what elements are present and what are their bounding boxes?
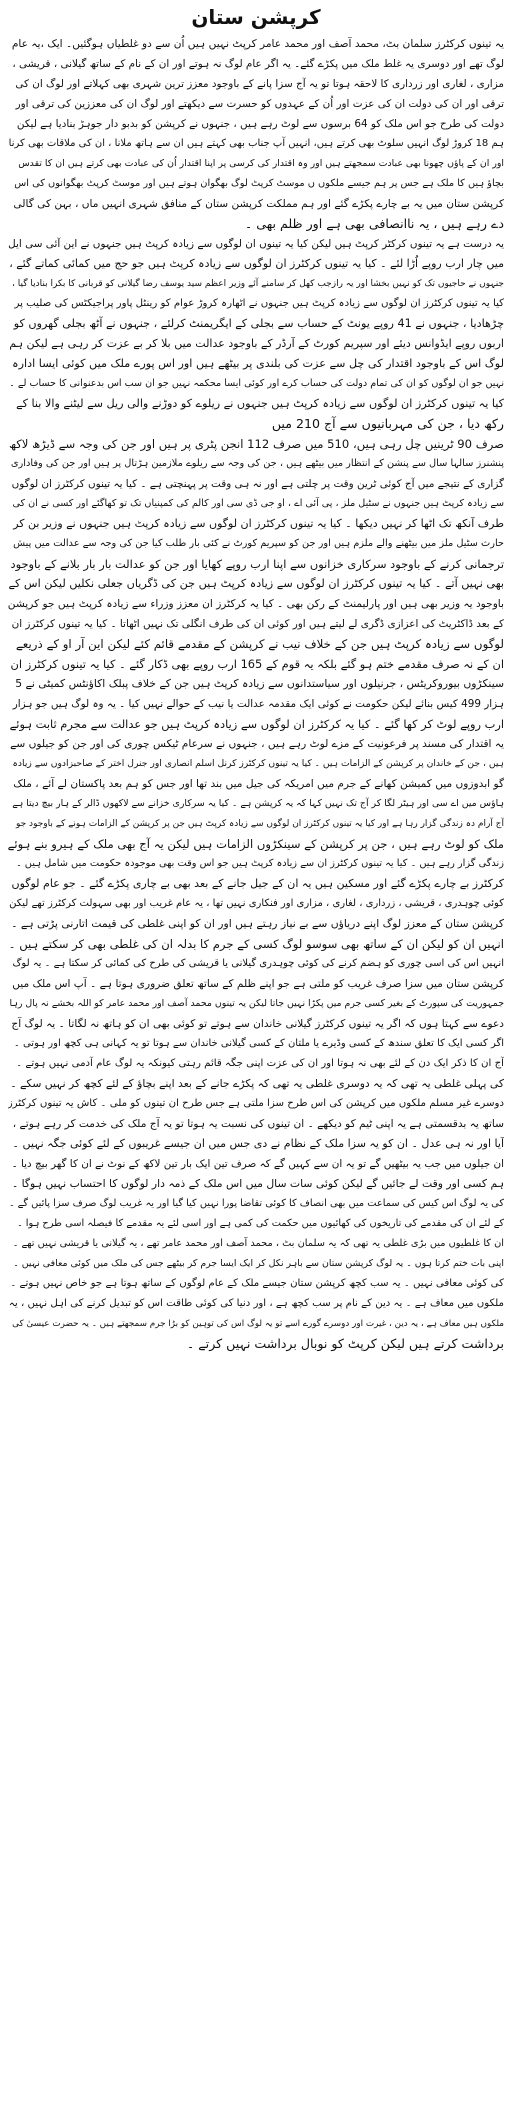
article-line: سینکڑوں بیوروکریٹس ، جرنیلوں اور سیاستدانوں سے زیادہ کرپٹ ہیں جن کے خلاف پبلک اکاؤنٹس کمیٹی نے 5 (15, 677, 504, 690)
article-line: دوسرے غیر مسلم ملکوں میں کرپشن کی اس طرح سزا ملتی ہے جس طرح ان تینوں کو ملی ۔ کاش یہ تینوں کرکٹرز (8, 1098, 504, 1109)
article-line: کرپشن ستان کے معزز لوگ اپنے دریاؤں سے بے نیاز رہتے ہیں اور ان کو اپنی غلطی کی قیمت اتارنی پڑتی ہے ۔ (11, 917, 504, 930)
article-line: جنہوں نے حاجیوں تک کو نہیں بخشا اور یہ رازجب کھل کر سامنے آئے وزیر اعظم سید یوسف رضا گیلانی کو قربانی کا بکرا بنادیا گیا ، (12, 279, 504, 289)
article-line: طرف آنکھ تک اٹھا کر نہیں دیکھا ۔ کیا یہ تینوں کرکٹرز ان لوگوں سے زیادہ کرپٹ ہیں جنہوں نے وزیر بن کر (13, 517, 504, 530)
article-line: باوجود یہ وزیر بھی ہیں اور پارلیمنٹ کے رکن بھی ۔ کیا یہ کرکٹرز ان معزز وزراء سے زیادہ کرپٹ ہیں جو کرپشن (8, 598, 504, 610)
article-line: ملکوں ہیں معاف ہے ، یہ دین ، غیرت اور دوسرے گورے اسے تو یہ لوگ اس کی توہین کو بڑا جرم سمجھتے ہیں ۔ یہ حضرت عیسیٰ کی (12, 1319, 504, 1329)
article-line: دعوے سے کہتا ہوں کہ اگر یہ تینوں کرکٹرز گیلانی خاندان سے ہوتے تو کوئی بھی ان کو ہاتھ نہ لگاتا ۔ یہ لوگ آج (11, 1018, 504, 1030)
article-line: یہ تینوں کرکٹرز سلمان بٹ، محمد آصف اور محمد عامر کرپٹ نہیں ہیں اُن سے دو غلطیاں ہوگئیں۔ ایک ،یہ عام (11, 38, 504, 50)
article-line: ہزار 499 کیس بنائے لیکن حکومت نے کوئی ایک مقدمہ عدالت یا نیب کے حوالے نہیں کیا ۔ یہ وہ لوگ ہیں جو ہزار (12, 698, 504, 710)
article-line: ترقی اور ان کی دولت ان کی عزت اور اُن کے عہدوں کو حسرت سے دیکھتے اور لوگ ان کی معززین کی ترقی اور (15, 98, 504, 110)
article-line: ترجمانی کرنے کے باوجود سرکاری خزانوں سے اپنا ارب روپے کھایا اور جن کو عدالت بار بار بلانے کے باوجود (10, 557, 504, 571)
article-body (8, 34, 504, 1354)
article-line: چڑھادیا ، جنہوں نے 41 روپے یونٹ کے حساب سے بجلی کے ایگریمنٹ کرلئے ، جنہوں نے آٹھ بجلی گھروں کو (13, 317, 504, 330)
article-line: ان کے نہ صرف مقدمے ختم ہو گئے بلکہ یہ قوم کے 165 ارب روپے بھی ڈکار گئے ۔ کیا یہ تینوں کرکٹرز ان (10, 657, 504, 671)
article-line: کرپشن ستان میں سزا صرف غریب کو ملتی ہے جو اپنے ظلم کے ساتھ تعلق ضروری ہوتا ہے ۔ آپ اس ملک میں (12, 978, 504, 990)
article-line: کیا یہ تینوں کرکٹرز ان لوگوں سے زیادہ کرپٹ ہیں جنہوں نے اٹھارہ کروڑ عوام کو رینٹل پاور پراجیکٹس کی صلیب پر (14, 298, 504, 309)
article-line: کرکٹرز بے چارے پکڑے گئے اور مسکین ہیں یہ ان کے جیل جانے کے بعد بھی بے چاری پکڑے گئے ۔ جو عام لوگوں (11, 877, 504, 890)
article-line: ہم کسی اور وقت لے جائیں گے لیکن کوئی سات سال میں اس ملک کے ذمہ دار لوگوں کا احتساب نہیں ہوگا ۔ (11, 1177, 504, 1190)
article-line: نہیں جو ان لوگوں کو ان کی تمام دولت کی حساب کرے اور کوئی ایسا محکمہ نہیں جو ان سب اس بدعنوانی کا حساب لے ۔ (9, 378, 504, 389)
article-line: لوگ تھے اور دوسری یہ غلط ملک میں پکڑے گئے۔ یہ اگر عام لوگ نہ ہوتے اور ان کے نام کے ساتھ گیلانی ، قریشی ، (12, 58, 504, 70)
article-line: ملکوں میں معاف ہے ۔ یہ دین کے نام پر سب کچھ ہے ، اور دنیا کی کوئی طاقت اس کو تبدیل کرنے کی اہل نہیں ، یہ (8, 1298, 504, 1309)
article-line: یہ اقتدار کی مسند پر فرعونیت کے مزے لوٹ رہے ہیں ، جنہوں نے سرعام ٹیکس چوری کی اور جن کو جیلوں سے (10, 738, 504, 750)
article-line: کی یہ لوگ اس کیس کی سماعت میں بھی انصاف کا کوئی تقاضا پورا نہیں کیا گیا اور یہ غریب لوگ صرف سزا پائیں گے ۔ (8, 1198, 504, 1209)
article-line: بھی نہیں آتے ۔ کیا یہ تینوں کرکٹرز ان لوگوں سے زیادہ کرپٹ ہیں جن کی ڈگریاں جعلی نکلیں لیکن اس کے (8, 577, 504, 590)
article-line: ساتھ یہ بدقسمتی ہے یہ اپنی ٹیم کو دیکھے ۔ ان تینوں کی نسبت یہ ہوتا تو یہ آج ملک کی خدمت کر رہے ہوتے ، (12, 1118, 504, 1130)
article-line: حارث سٹیل ملز میں بیٹھنے والے ملزم ہیں اور جن کو سپریم کورٹ نے کئی بار طلب کیا جن کی وجہ سے عدالت میں پیش (13, 538, 504, 549)
article-line: ارب روپے لوٹ کر کھا گئے ۔ کیا یہ کرکٹرز ان لوگوں سے زیادہ کرپٹ ہیں جو عدالت سے مجرم ثابت ہوئے (9, 717, 504, 731)
article-line: اگر کسی ایک کا تعلق سندھ کے کسی وڈیرے یا ملتان کے کسی گیلانی خاندان سے ہوتا تو یہ کہانی ہی کچھ اور ہوتی ۔ (13, 1038, 504, 1049)
article-paragraph (8, 234, 504, 394)
article-line: لوگوں سے زیادہ کرپٹ ہیں جن کے خلاف نیب نے کرپشن کے مقدمے قائم کئے لیکن این آر او کے ذریعے (15, 637, 504, 651)
article-line: انہیں ان کو لیکن ان کے ساتھ بھی سوسو لوگ کسی کے جرم کا بدلہ ان کی غلطی بھی کر سکتے ہیں ۔ (8, 937, 504, 951)
article-line: ہم 18 کروڑ لوگ انہیں سلوٹ بھی کرتے ہیں، انہیں آپ جناب بھی کہتے ہیں ان سے ہاتھ ملانا ، ان کی ملاقات بھی کرنا (8, 138, 504, 149)
article-line: ہاؤس میں اے سی اور ہیٹر لگا کر آج تک نہیں کہا کہ یہ کرپشن ہے ۔ کیا یہ سرکاری خزانے سے لاکھوں ڈالر کے ہار بیچ دیتا ہے (12, 798, 504, 809)
article-line: گزاری کے نتیجے میں آج کوئی ٹرین وقت پر چلتی ہے اور نہ ہی وقت پر پہنچتی ہے ۔ کیا یہ تینوں کرکٹرز ان لوگوں (11, 478, 504, 490)
article-line: بچاؤ ہیں کا ملک ہے جس پر ہم جیسے ملکوں ں موسٹ کرپٹ لوگ بھگوان ہوتے ہیں اور موسٹ کرپٹ بھگوانوں کی اس (14, 178, 504, 189)
article-line: کے بعد ڈاکٹریٹ کی اعزازی ڈگری لے لیتے ہیں اور کوئی ان کی طرف انگلی تک نہیں اٹھاتا ۔ کیا یہ تینوں کرکٹرز ان (11, 618, 504, 630)
article-line: کرپشن ستان میں یہ بے چارے پکڑے گئے اور ہم مملکت کرپشن ستان کے منافق شہری انہیں ماں ، بہن کی گالی (13, 198, 504, 210)
article-line: گو ابدوزوں میں کمیشن کھانے کے جرم میں امریکہ کی جیل میں بند تھا اور جس کو ہم بعد پاکستان لے آئے ، ملک (13, 778, 504, 790)
article-line: کے لئے ان کی مقدمے کی تاریخوں کی کھائیوں میں حکمت کی کمی ہے اور اسی لئے یہ مقدمے کا فیصلہ اسی طرح ہوا ۔ (16, 1218, 504, 1229)
article-line: رکھ دیا ، جن کی مہربانیوں سے آج 210 میں (271, 416, 504, 431)
article-line: آج ان کا ذکر ایک دن کے لئے بھی نہ ہوتا اور ان کی عزت اپنی جگہ قائم رہتی کیونکہ یہ لوگ عام آدمی نہیں ہوتے ۔ (16, 1058, 504, 1069)
article-line: ملک کو لوٹ رہے ہیں ، جن پر کرپشن کے سینکڑوں الزامات ہیں لیکن یہ آج بھی ملک کے ہیرو بنے ہوئے (8, 837, 504, 851)
article-line: آج آرام دہ زندگی گزار رہا ہے اور کیا یہ تینوں کرکٹرز ان لوگوں سے زیادہ کرپٹ ہیں جن پر کرپشن کے الزامات ہونے کے باوجود جو (15, 819, 504, 829)
article-line: لوگ اس کے باوجود اقتدار کی چل سے عزت کی بلندی پر بیٹھے ہیں اور اس پورے ملک میں کوئی ایسا ادارہ (12, 357, 504, 370)
article-paragraph (8, 874, 504, 1354)
article-line: کیا یہ تینوں کرکٹرز ان لوگوں سے زیادہ کرپٹ ہیں جنہوں نے ریلوے کو دوڑنے والی ریل سے لیٹنے والا بنا کے (16, 397, 504, 410)
article-line: کی پہلی غلطی یہ تھی کہ یہ دوسری غلطی یہ تھی کہ پکڑے جانے کے بعد اپنے بچاؤ کے لئے کچھ کر نہیں سکے ۔ (10, 1077, 504, 1090)
article-line: اور ان کے پاؤں چھونا بھی عبادت سمجھتے ہیں اور وہ اقتدار کی کرسی پر اپنا اقتدار اُن کی عبادت بھی کرتے ہیں ان کا تقدس (18, 158, 504, 169)
article-line: مزاری ، لغاری اور زرداری کا لاحقہ ہوتا تو یہ آج سزا پانے کے باوجود معزز ترین شہری بھی کہلاتے اور لوگ ان کی (15, 78, 504, 90)
article-line: کی کوئی معافی نہیں ۔ یہ سب کچھ کرپشن ستان جیسے ملک کے عام لوگوں کے ساتھ ہوتا ہے جو خاص نہیں ہوتے ۔ (10, 1278, 504, 1289)
article-line: دے رہے ہیں ، یہ ناانصافی بھی ہے اور ظلم بھی ۔ (244, 216, 504, 231)
article-line: برداشت کرتے ہیں لیکن کرپٹ کو نوبال برداشت نہیں کرتے ۔ (186, 1336, 504, 1351)
article-line: میں چار ارب روپے اُڑا لئے ۔ کیا یہ تینوں کرکٹرز ان لوگوں سے زیادہ کرپٹ ہیں جو حج میں کمائی کماتے گئے ، (9, 257, 504, 270)
article-line: جمہوریت کی سپورٹ کے بغیر کسی جرم میں پکڑا نہیں جاتا لیکن یہ تینوں محمد آصف اور محمد عامر کو اللہ بخشے نہ پال رہا (9, 998, 504, 1009)
article-line: ان کا غلطیوں میں بڑی غلطی یہ تھی کہ یہ سلمان بٹ ، محمد آصف اور محمد عامر تھے ، یہ گیلانی یا قریشی نہیں تھے ۔ (12, 1238, 504, 1249)
article-line: کوئی چوہدری ، قریشی ، زرداری ، لغاری ، مزاری اور فنکاری نہیں تھا ، یہ عام غریب اور بھی سہولت کرکٹرز تھے لیکن (9, 898, 504, 909)
article-line: دولت کی طرح جو اس ملک کو 64 برسوں سے لوٹ رہے ہیں ، جنہوں نے کرپشن کو بدبو دار جوہڑ بنادیا ہے لیکن (16, 118, 504, 130)
article-line: یہ درست ہے یہ تینوں کرکٹر کرپٹ ہیں لیکن کیا یہ تینوں ان لوگوں سے زیادہ کرپٹ ہیں جنہوں نے این آئی سی ایل (8, 238, 504, 250)
article-line: ان جیلوں میں جب یہ بیٹھیں گے تو یہ ان سے کہیں گے کہ صرف تین ایک بار تین لاکھ کے نوٹ نے ان کا گھر بیچ دیا ۔ (11, 1158, 504, 1170)
article-line: پنشنرز سالہا سال سے پنشن کے انتظار میں بیٹھے ہیں ، جن کی وجہ سے ریلوے ملازمین ہڑتال پر ہیں اور جن کی وفاداری (10, 458, 504, 469)
article-line: سے زیادہ کرپٹ ہیں جنہوں نے سٹیل ملز ، پی آئی اے ، او جی ڈی سی اور کالم کی کمپنیاں تک تو کھاگئے اور کسی نے ان کی (12, 498, 504, 509)
article-line: اربوں روپے ایڈوانس دیئے اور سپریم کورٹ کے آرڈر کے باوجود عدالت میں بلا کر بے عزت کر رہی ہے لیکن ہم (9, 337, 504, 350)
article-paragraph (8, 394, 504, 874)
article-line: آیا اور نہ ہی عدل ۔ ان کو یہ سزا ملک کے نظام نے دی جس میں ان جیسے غریبوں کے لئے کوئی جگہ نہیں ۔ (12, 1137, 504, 1150)
article-line: ہیں ، جن کے خاندان پر کرپشن کے الزامات ہیں ۔ کیا یہ تینوں کرکٹرز کرنل اسلم انصاری اور جنرل اختر کے صاحبزادوں سے زیادہ (12, 758, 504, 769)
article-line: اپنی بات ختم کرتا ہوں ۔ یہ لوگ کرپشن ستان سے باہر نکل کر ایک ایسا جرم کر بیٹھے جس کی ملک میں کوئی معافی نہیں ۔ (13, 1258, 504, 1269)
article-line: صرف 90 ٹرینیں چل رہی ہیں، 510 میں صرف 112 انجن پٹری پر ہیں اور جن کی وجہ سے ڈیڑھ لاکھ (8, 437, 504, 451)
article-line: زندگی گزار رہے ہیں ۔ کیا یہ تینوں کرکٹرز ان سے زیادہ کرپٹ ہیں جو اس وقت بھی موجودہ حکومت میں شامل ہیں ۔ (15, 858, 504, 869)
article-title: کرپشن ستان (191, 5, 321, 29)
article-line: انہیں اس کی اسی چوری کو ہضم کرنے کی کوئی چوہدری گیلانی یا قریشی کی طرح کی کمائی کر سکتا ہے ۔ یہ لوگ (12, 958, 504, 969)
article-paragraph (8, 34, 504, 234)
